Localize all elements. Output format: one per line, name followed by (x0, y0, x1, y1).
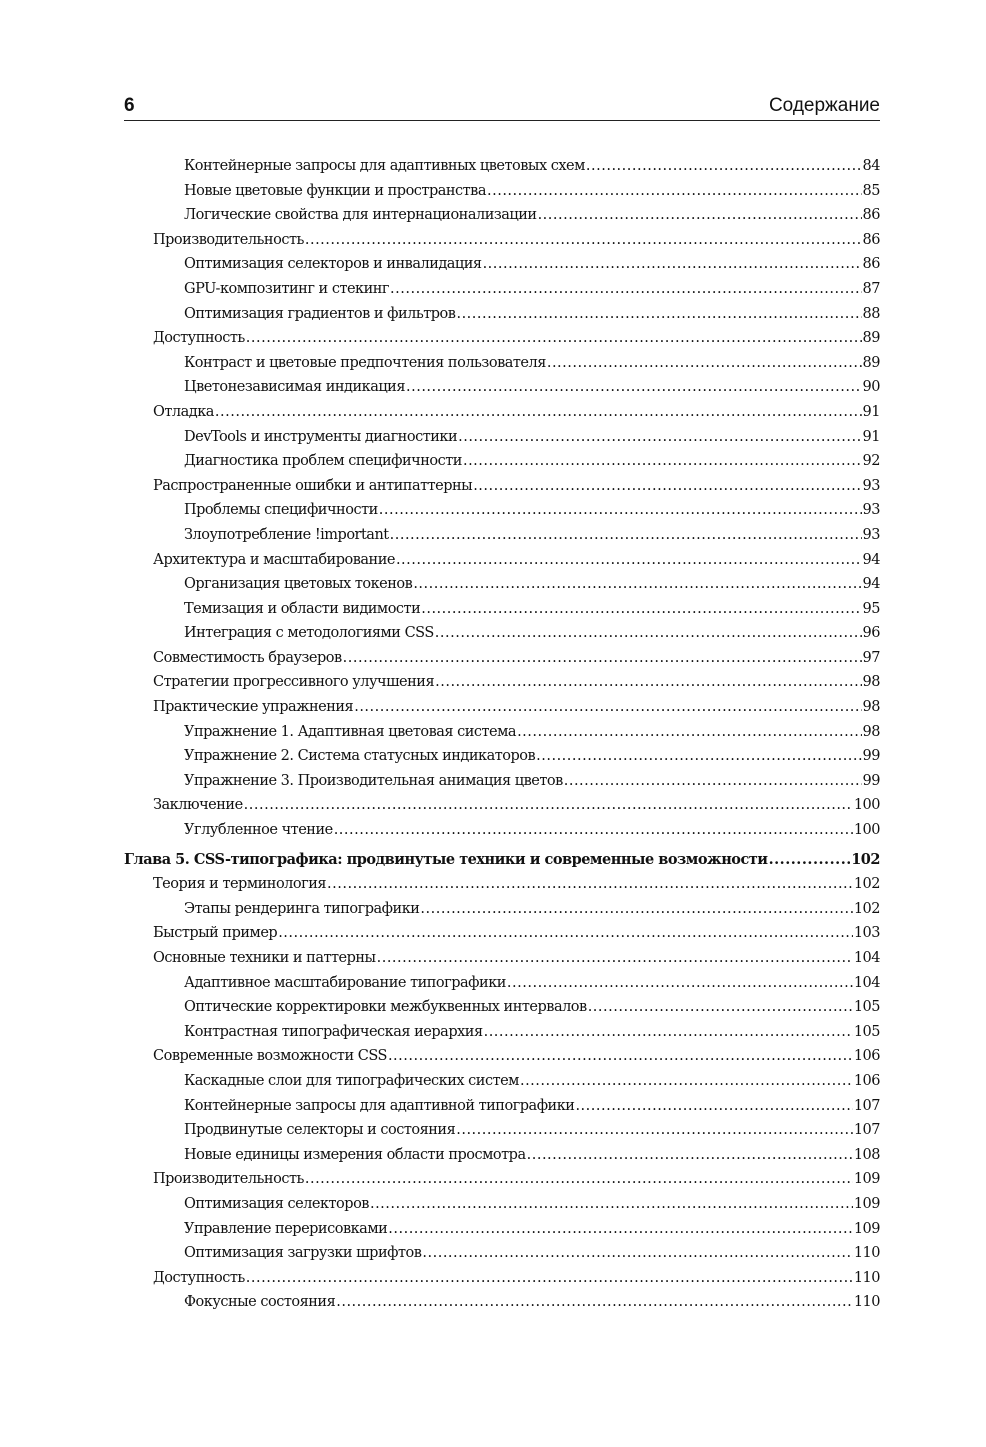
dot-leader (327, 872, 853, 897)
toc-entry[interactable] (124, 154, 880, 179)
toc-entry-page: 106 (853, 1048, 880, 1065)
toc-entry-title: Логические свойства для интернационализации (184, 207, 537, 224)
toc-entry-page: 100 (853, 797, 880, 814)
toc-entry-page: 98 (862, 699, 880, 716)
toc-entry[interactable] (124, 203, 880, 228)
toc-entry[interactable] (124, 474, 880, 499)
toc-entry-title: Оптимизация градиентов и фильтров (184, 305, 456, 322)
dot-leader (388, 1044, 853, 1069)
toc-entry-title: Каскадные слои для типографических систем (184, 1072, 519, 1089)
toc-entry-page: 106 (853, 1072, 880, 1089)
toc-entry-title: Злоупотребление !important (184, 526, 389, 543)
toc-entry-page: 102 (853, 900, 880, 917)
dot-leader (246, 326, 862, 351)
toc-entry[interactable] (124, 1290, 880, 1315)
dot-leader (520, 1069, 853, 1094)
dot-leader (354, 695, 861, 720)
toc-entry-page: 93 (862, 526, 880, 543)
toc-entry[interactable] (124, 621, 880, 646)
toc-entry-title: Современные возможности CSS (153, 1048, 387, 1065)
toc-entry[interactable] (124, 1094, 880, 1119)
toc-entry[interactable] (124, 1044, 880, 1069)
toc-entry-page: 89 (862, 330, 880, 347)
dot-leader (305, 1167, 853, 1192)
toc-entry-title: Адаптивное масштабирование типографики (184, 974, 506, 991)
dot-leader (547, 351, 862, 376)
toc-entry-page: 86 (862, 256, 880, 273)
toc-entry[interactable] (124, 818, 880, 843)
dot-leader (484, 1020, 853, 1045)
toc-entry-page: 110 (853, 1294, 880, 1311)
dot-leader (278, 921, 853, 946)
toc-entry-title: Оптимизация загрузки шрифтов (184, 1245, 422, 1262)
toc-entry-page: 91 (862, 428, 880, 445)
dot-leader (215, 400, 862, 425)
toc-entry-page: 108 (853, 1146, 880, 1163)
dot-leader (456, 302, 861, 327)
toc-entry-title: Быстрый пример (153, 925, 278, 942)
toc-entry[interactable] (124, 252, 880, 277)
toc-entry-title: Упражнение 3. Производительная анимация цветов (184, 772, 563, 789)
toc-entry-page: 102 (851, 850, 880, 868)
toc-entry-page: 105 (853, 1023, 880, 1040)
toc-entry[interactable] (124, 1167, 880, 1192)
toc-entry-title: Оптические корректировки межбуквенных интервалов (184, 999, 587, 1016)
toc-entry-title: Практические упражнения (153, 699, 354, 716)
toc-entry-title: Производительность (153, 1171, 304, 1188)
toc-entry[interactable] (124, 597, 880, 622)
dot-leader (390, 277, 862, 302)
toc-entry[interactable] (124, 449, 880, 474)
toc-entry-title: Новые цветовые функции и пространства (184, 182, 486, 199)
toc-entry-page: 86 (862, 207, 880, 224)
toc-entry-title: Контейнерные запросы для адаптивной типографики (184, 1097, 575, 1114)
toc-entry-page: 94 (862, 551, 880, 568)
toc-entry-page: 88 (862, 305, 880, 322)
toc-entry-title: Упражнение 1. Адаптивная цветовая система (184, 723, 517, 740)
toc-entry-page: 100 (853, 822, 880, 839)
dot-leader (370, 1192, 853, 1217)
dot-leader (586, 154, 862, 179)
toc-entry[interactable] (124, 1217, 880, 1242)
toc-entry-title: Упражнение 2. Система статусных индикаторов (184, 748, 536, 765)
dot-leader (507, 971, 853, 996)
dot-leader (406, 375, 862, 400)
toc-entry[interactable] (124, 695, 880, 720)
toc-entry-title: Распространенные ошибки и антипаттерны (153, 477, 473, 494)
toc-entry-title: Организация цветовых токенов (184, 576, 413, 593)
toc-entry-page: 99 (862, 748, 880, 765)
toc-entry[interactable] (124, 523, 880, 548)
toc-entry[interactable] (124, 498, 880, 523)
toc-entry-title: Проблемы специфичности (184, 502, 378, 519)
toc-entry-title: Фокусные состояния (184, 1294, 336, 1311)
dot-leader (536, 744, 861, 769)
dot-leader (336, 1290, 853, 1315)
page-header (124, 94, 880, 121)
toc-entry[interactable] (124, 548, 880, 573)
toc-entry[interactable] (124, 872, 880, 897)
toc-entry[interactable] (124, 302, 880, 327)
toc-entry-page: 86 (862, 231, 880, 248)
toc-entry-page: 109 (853, 1171, 880, 1188)
dot-leader (527, 1143, 853, 1168)
toc-entry-page: 109 (853, 1220, 880, 1237)
toc-entry-page: 105 (853, 999, 880, 1016)
dot-leader (483, 252, 862, 277)
toc-entry-page: 89 (862, 354, 880, 371)
toc-entry[interactable] (124, 921, 880, 946)
toc-entry-title: Цветонезависимая индикация (184, 379, 405, 396)
toc-entry[interactable] (124, 351, 880, 376)
toc-entry-page: 90 (862, 379, 880, 396)
toc-entry-page: 107 (853, 1097, 880, 1114)
toc-entry[interactable] (124, 572, 880, 597)
toc-entry-page: 110 (853, 1245, 880, 1262)
dot-leader (244, 793, 853, 818)
toc-entry[interactable] (124, 425, 880, 450)
toc-entry[interactable] (124, 326, 880, 351)
toc-entry-title: Управление перерисовками (184, 1220, 388, 1237)
dot-leader (421, 597, 861, 622)
toc-entry-title: Стратегии прогрессивного улучшения (153, 674, 435, 691)
toc-entry-page: 104 (853, 974, 880, 991)
dot-leader (379, 498, 862, 523)
dot-leader (435, 670, 861, 695)
toc-entry-page: 104 (853, 950, 880, 966)
toc-entry-title: Глава 5. CSS-типографика: продвинутые техники и современные возможности (124, 850, 768, 868)
toc-entry-title: Оптимизация селекторов и инвалидация (184, 256, 482, 273)
dot-leader (388, 1217, 853, 1242)
dot-leader (463, 449, 862, 474)
toc-entry[interactable] (124, 793, 880, 818)
toc-entry-page: 95 (862, 600, 880, 617)
toc-entry-page: 91 (862, 403, 880, 420)
toc-entry-title: Теория и терминология (153, 876, 327, 893)
dot-leader (420, 897, 852, 922)
dot-leader (456, 1118, 853, 1143)
toc-entry-page: 84 (862, 158, 880, 174)
toc-entry-title: Архитектура и масштабирование (153, 551, 395, 568)
toc-entry-title: Доступность (153, 1269, 245, 1286)
toc-entry-page: 93 (862, 477, 880, 494)
toc-entry[interactable] (124, 1118, 880, 1143)
toc-entry[interactable] (124, 946, 880, 971)
toc-entry-page: 85 (862, 182, 880, 199)
toc-entry-title: Основные техники и паттерны (153, 950, 376, 966)
dot-leader (413, 572, 861, 597)
toc-entry[interactable] (124, 1069, 880, 1094)
dot-leader (769, 848, 851, 873)
toc-entry-title: DevTools и инструменты диагностики (184, 428, 458, 445)
toc-entry-title: Контраст и цветовые предпочтения пользователя (184, 354, 546, 371)
toc-entry-title: Контрастная типографическая иерархия (184, 1023, 483, 1040)
toc-entry-page: 107 (853, 1122, 880, 1139)
dot-leader (575, 1094, 852, 1119)
dot-leader (435, 621, 862, 646)
toc-entry[interactable] (124, 646, 880, 671)
toc-entry[interactable] (124, 769, 880, 794)
dot-leader (588, 995, 853, 1020)
page-number: 6 (124, 95, 135, 116)
toc-entry-page: 87 (862, 280, 880, 297)
toc-entry[interactable] (124, 744, 880, 769)
dot-leader (246, 1266, 853, 1291)
running-title: Содержание (768, 95, 880, 116)
toc-entry-title: Совместимость браузеров (153, 649, 342, 666)
toc-entry[interactable] (124, 670, 880, 695)
toc-entry[interactable] (124, 995, 880, 1020)
dot-leader (538, 203, 862, 228)
toc-entry[interactable] (124, 1020, 880, 1045)
toc-entry[interactable] (124, 1192, 880, 1217)
dot-leader (343, 646, 862, 671)
toc-entry-page: 97 (862, 649, 880, 666)
dot-leader (396, 548, 862, 573)
toc-entry-page: 99 (862, 772, 880, 789)
toc-entry-title: Этапы рендеринга типографики (184, 900, 420, 917)
dot-leader (458, 425, 861, 450)
toc-entry-title: Темизация и области видимости (184, 600, 421, 617)
toc-entry[interactable] (124, 1241, 880, 1266)
toc-entry[interactable] (124, 1266, 880, 1291)
toc-entry[interactable] (124, 897, 880, 922)
toc-entry[interactable] (124, 1143, 880, 1168)
toc-entry-title: Доступность (153, 330, 245, 347)
toc-entry-title: Продвинутые селекторы и состояния (184, 1122, 456, 1139)
toc-entry-title: Углубленное чтение (184, 822, 333, 839)
dot-leader (334, 818, 853, 843)
dot-leader (390, 523, 862, 548)
dot-leader (422, 1241, 852, 1266)
toc-entry-page: 98 (862, 674, 880, 691)
toc-entry-page: 98 (862, 723, 880, 740)
toc-entry-title: Производительность (153, 231, 304, 248)
toc-entry-title: Отладка (153, 403, 214, 420)
toc-entry-title: Контейнерные запросы для адаптивных цветовых схем (184, 158, 585, 174)
toc-entry-title: Заключение (153, 797, 243, 814)
toc-entry-page: 96 (862, 625, 880, 642)
toc-chapter-entry[interactable] (124, 848, 880, 873)
toc-entry-page: 102 (853, 876, 880, 893)
dot-leader (564, 769, 862, 794)
toc-entry[interactable] (124, 400, 880, 425)
toc-entry-title: Оптимизация селекторов (184, 1195, 369, 1212)
toc-entry-title: GPU-композитинг и стекинг (184, 280, 390, 297)
toc-entry-page: 109 (853, 1195, 880, 1212)
toc-entry-title: Новые единицы измерения области просмотра (184, 1146, 526, 1163)
toc-entry-title: Диагностика проблем специфичности (184, 453, 462, 470)
toc-entry-title: Интеграция с методологиями CSS (184, 625, 434, 642)
toc-entry-page: 92 (862, 453, 880, 470)
toc-entry[interactable] (124, 720, 880, 745)
dot-leader (473, 474, 861, 499)
dot-leader (487, 179, 862, 204)
toc-entry-page: 94 (862, 576, 880, 593)
toc-entry[interactable] (124, 375, 880, 400)
toc-entry-page: 93 (862, 502, 880, 519)
dot-leader (517, 720, 861, 745)
dot-leader (305, 228, 862, 253)
toc-entry[interactable] (124, 277, 880, 302)
toc-entry[interactable] (124, 228, 880, 253)
toc-entry[interactable] (124, 971, 880, 996)
toc-entry-page: 110 (853, 1269, 880, 1286)
dot-leader (377, 946, 853, 971)
table-of-contents (124, 154, 880, 1315)
toc-entry-page: 103 (853, 925, 880, 942)
toc-entry[interactable] (124, 179, 880, 204)
